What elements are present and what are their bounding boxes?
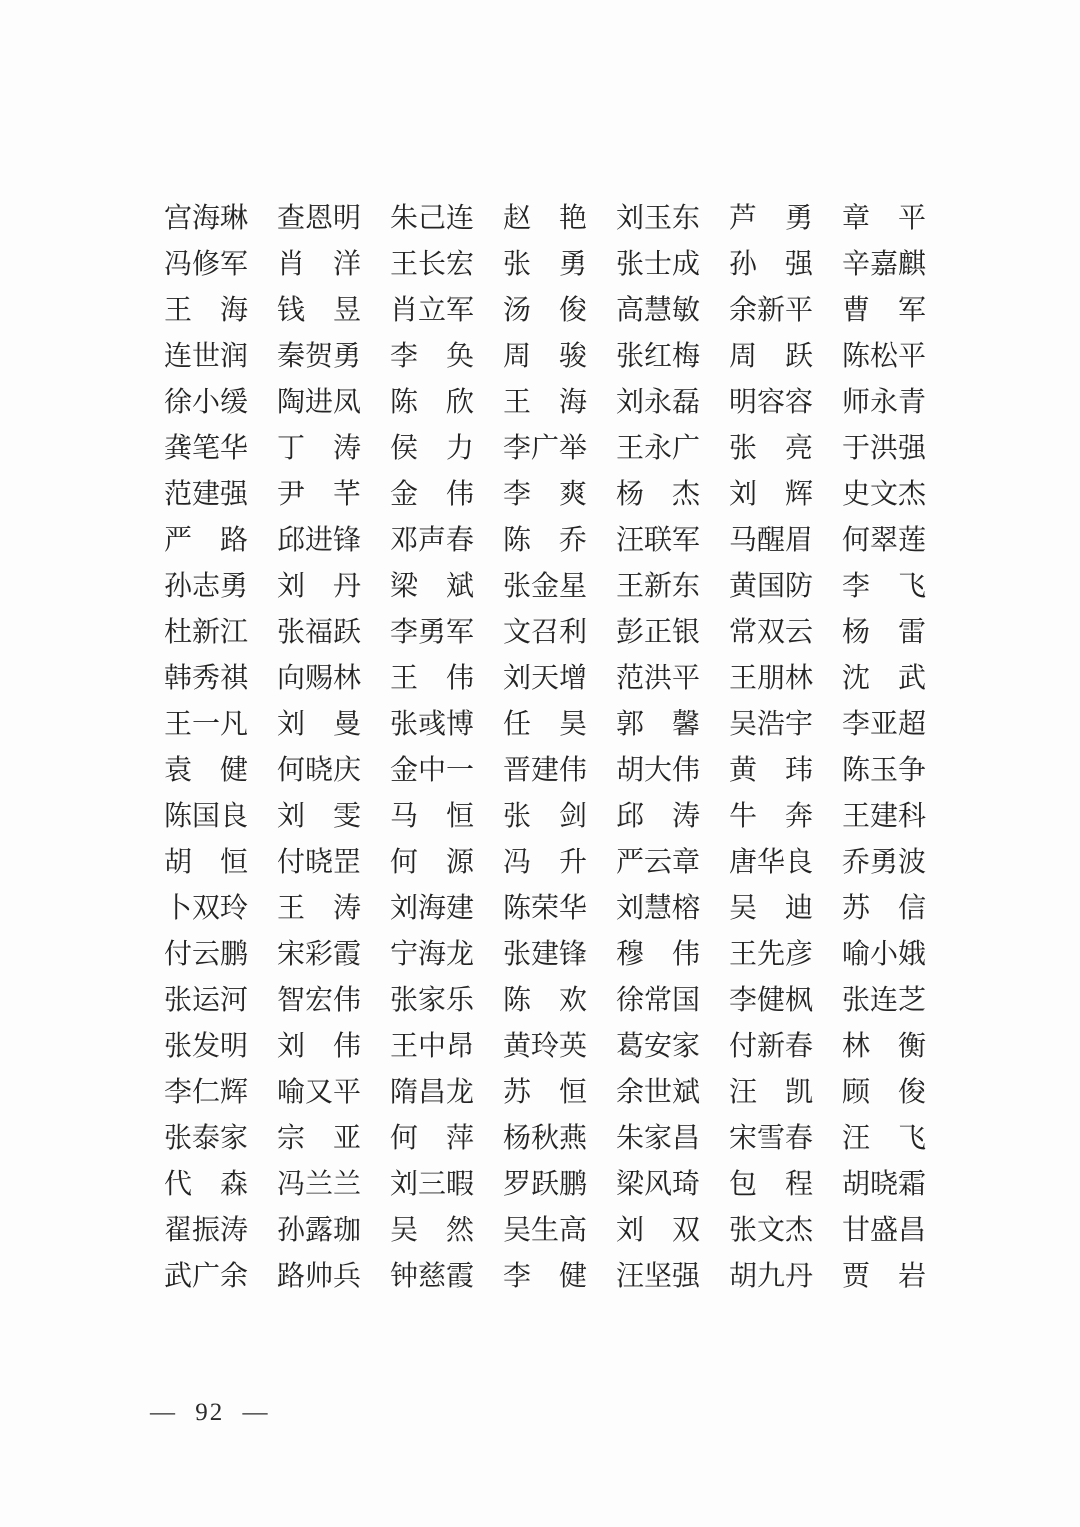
person-name: 刘 天 增 [503, 663, 588, 694]
person-name: 钟 慈 霞 [390, 1261, 475, 1292]
person-name: 李 健 枫 [729, 985, 814, 1016]
person-name: 张 泰 家 [164, 1123, 249, 1154]
person-name: 付 云 鹏 [164, 939, 249, 970]
person-name: 宋 雪 春 [729, 1123, 814, 1154]
person-name: 任 昊 [503, 709, 587, 740]
person-name: 吴 浩 宇 [729, 709, 814, 740]
name-roster [164, 196, 926, 1300]
person-name: 张 亮 [729, 433, 813, 464]
person-name: 文 召 利 [503, 617, 588, 648]
person-name: 徐 小 缓 [164, 387, 249, 418]
person-name: 刘 丹 [277, 571, 361, 602]
person-name: 付 晓 罡 [277, 847, 362, 878]
person-name: 龚 笔 华 [164, 433, 249, 464]
person-name: 苏 恒 [503, 1077, 587, 1108]
person-name: 郭 馨 [616, 709, 700, 740]
person-name: 翟 振 涛 [164, 1215, 249, 1246]
person-name: 黄 玮 [729, 755, 813, 786]
person-name: 路 帅 兵 [277, 1261, 362, 1292]
person-name: 宫 海 琳 [164, 203, 249, 234]
person-name: 严 云 章 [616, 847, 701, 878]
person-name: 张 勇 [503, 249, 587, 280]
person-name: 曹 军 [842, 295, 926, 326]
person-name: 周 跃 [729, 341, 813, 372]
person-name: 智 宏 伟 [277, 985, 362, 1016]
person-name: 汪 凯 [729, 1077, 813, 1108]
person-name: 吴 然 [390, 1215, 474, 1246]
person-name: 邱 进 锋 [277, 525, 362, 556]
person-name: 彭 正 银 [616, 617, 701, 648]
person-name: 李 仁 辉 [164, 1077, 249, 1108]
person-name: 李 奂 [390, 341, 474, 372]
person-name: 张 运 河 [164, 985, 249, 1016]
person-name: 李 飞 [842, 571, 926, 602]
person-name: 张 家 乐 [390, 985, 475, 1016]
person-name: 顾 俊 [842, 1077, 926, 1108]
person-name: 杨 雷 [842, 617, 926, 648]
person-name: 赵 艳 [503, 203, 587, 234]
person-name: 唐 华 良 [729, 847, 814, 878]
person-name: 陈 欢 [503, 985, 587, 1016]
person-name: 刘 辉 [729, 479, 813, 510]
person-name: 喻 小 娥 [842, 939, 927, 970]
person-name: 陈 乔 [503, 525, 587, 556]
person-name: 王 涛 [277, 893, 361, 924]
person-name: 马 醒 眉 [729, 525, 814, 556]
person-name: 张 福 跃 [277, 617, 362, 648]
person-name: 肖 立 军 [390, 295, 475, 326]
person-name: 金 伟 [390, 479, 474, 510]
person-name: 张 剑 [503, 801, 587, 832]
person-name: 李 勇 军 [390, 617, 475, 648]
person-name: 陶 进 凤 [277, 387, 362, 418]
person-name: 张 士 成 [616, 249, 701, 280]
person-name: 芦 勇 [729, 203, 813, 234]
person-name: 刘 玉 东 [616, 203, 701, 234]
person-name: 李 健 [503, 1261, 587, 1292]
person-name: 贾 岩 [842, 1261, 926, 1292]
person-name: 甘 盛 昌 [842, 1215, 927, 1246]
person-name: 黄 玲 英 [503, 1031, 588, 1062]
person-name: 章 平 [842, 203, 926, 234]
person-name: 范 建 强 [164, 479, 249, 510]
person-name: 丁 涛 [277, 433, 361, 464]
person-name: 陈 荣 华 [503, 893, 588, 924]
person-name: 冯 升 [503, 847, 587, 878]
person-name: 汪 坚 强 [616, 1261, 701, 1292]
person-name: 何 晓 庆 [277, 755, 362, 786]
person-name: 袁 健 [164, 755, 248, 786]
person-name: 汪 飞 [842, 1123, 926, 1154]
person-name: 张 发 明 [164, 1031, 249, 1062]
person-name: 汤 俊 [503, 295, 587, 326]
person-name: 王 中 昂 [390, 1031, 475, 1062]
person-name: 于 洪 强 [842, 433, 927, 464]
person-name: 严 路 [164, 525, 248, 556]
person-name: 陈 欣 [390, 387, 474, 418]
person-name: 乔 勇 波 [842, 847, 927, 878]
person-name: 牛 奔 [729, 801, 813, 832]
person-name: 王 海 [164, 295, 248, 326]
person-name: 张 金 星 [503, 571, 588, 602]
person-name: 查 恩 明 [277, 203, 362, 234]
person-name: 刘 慧 榕 [616, 893, 701, 924]
person-name: 辛 嘉 麒 [842, 249, 927, 280]
person-name: 胡 恒 [164, 847, 248, 878]
person-name: 吴 生 高 [503, 1215, 588, 1246]
person-name: 尹 芊 [277, 479, 361, 510]
person-name: 葛 安 家 [616, 1031, 701, 1062]
person-name: 穆 伟 [616, 939, 700, 970]
person-name: 冯 兰 兰 [277, 1169, 362, 1200]
person-name: 金 中 一 [390, 755, 475, 786]
person-name: 周 骏 [503, 341, 587, 372]
person-name: 杨 秋 燕 [503, 1123, 588, 1154]
person-name: 宁 海 龙 [390, 939, 475, 970]
person-name: 徐 常 国 [616, 985, 701, 1016]
person-name: 李 爽 [503, 479, 587, 510]
person-name: 高 慧 敏 [616, 295, 701, 326]
person-name: 张 连 芝 [842, 985, 927, 1016]
person-name: 李 亚 超 [842, 709, 927, 740]
person-name: 何 源 [390, 847, 474, 878]
person-name: 刘 双 [616, 1215, 700, 1246]
person-name: 冯 修 军 [164, 249, 249, 280]
person-name: 师 永 青 [842, 387, 927, 418]
person-name: 卜 双 玲 [164, 893, 249, 924]
person-name: 王 长 宏 [390, 249, 475, 280]
person-name: 何 翠 莲 [842, 525, 927, 556]
person-name: 连 世 润 [164, 341, 249, 372]
person-name: 汪 联 军 [616, 525, 701, 556]
person-name: 常 双 云 [729, 617, 814, 648]
person-name: 刘 海 建 [390, 893, 475, 924]
person-name: 罗 跃 鹏 [503, 1169, 588, 1200]
person-name: 李 广 举 [503, 433, 588, 464]
person-name: 王 朋 林 [729, 663, 814, 694]
person-name: 陈 国 良 [164, 801, 249, 832]
person-name: 孙 强 [729, 249, 813, 280]
person-name: 王 伟 [390, 663, 474, 694]
person-name: 孙 志 勇 [164, 571, 249, 602]
person-name: 刘 伟 [277, 1031, 361, 1062]
person-name: 王 新 东 [616, 571, 701, 602]
person-name: 陈 玉 争 [842, 755, 927, 786]
person-name: 王 永 广 [616, 433, 701, 464]
person-name: 黄 国 防 [729, 571, 814, 602]
person-name: 马 恒 [390, 801, 474, 832]
person-name: 范 洪 平 [616, 663, 701, 694]
person-name: 胡 大 伟 [616, 755, 701, 786]
person-name: 张 文 杰 [729, 1215, 814, 1246]
person-name: 胡 九 丹 [729, 1261, 814, 1292]
person-name: 付 新 春 [729, 1031, 814, 1062]
person-name: 刘 永 磊 [616, 387, 701, 418]
person-name: 朱 己 连 [390, 203, 475, 234]
person-name: 包 程 [729, 1169, 813, 1200]
person-name: 梁 风 琦 [616, 1169, 701, 1200]
person-name: 秦 贺 勇 [277, 341, 362, 372]
person-name: 宋 彩 霞 [277, 939, 362, 970]
person-name: 王 建 科 [842, 801, 927, 832]
person-name: 苏 信 [842, 893, 926, 924]
person-name: 邓 声 春 [390, 525, 475, 556]
person-name: 何 萍 [390, 1123, 474, 1154]
person-name: 钱 昱 [277, 295, 361, 326]
person-name: 肖 洋 [277, 249, 361, 280]
person-name: 杜 新 江 [164, 617, 249, 648]
person-name: 宗 亚 [277, 1123, 361, 1154]
person-name: 王 先 彦 [729, 939, 814, 970]
person-name: 代 森 [164, 1169, 248, 1200]
person-name: 张 彧 博 [390, 709, 475, 740]
person-name: 杨 杰 [616, 479, 700, 510]
person-name: 刘 雯 [277, 801, 361, 832]
person-name: 孙 露 珈 [277, 1215, 362, 1246]
person-name: 朱 家 昌 [616, 1123, 701, 1154]
person-name: 陈 松 平 [842, 341, 927, 372]
person-name: 喻 又 平 [277, 1077, 362, 1108]
person-name: 沈 武 [842, 663, 926, 694]
person-name: 刘 曼 [277, 709, 361, 740]
page-number-label: — 92 — [150, 1399, 270, 1426]
person-name: 隋 昌 龙 [390, 1077, 475, 1108]
person-name: 梁 斌 [390, 571, 474, 602]
person-name: 王 海 [503, 387, 587, 418]
person-name: 张 红 梅 [616, 341, 701, 372]
person-name: 史 文 杰 [842, 479, 927, 510]
person-name: 余 新 平 [729, 295, 814, 326]
person-name: 林 衡 [842, 1031, 926, 1062]
person-name: 晋 建 伟 [503, 755, 588, 786]
person-name: 吴 迪 [729, 893, 813, 924]
person-name: 向 赐 林 [277, 663, 362, 694]
person-name: 侯 力 [390, 433, 474, 464]
person-name: 刘 三 暇 [390, 1169, 475, 1200]
person-name: 余 世 斌 [616, 1077, 701, 1108]
person-name: 邱 涛 [616, 801, 700, 832]
person-name: 韩 秀 祺 [164, 663, 249, 694]
person-name: 胡 晓 霜 [842, 1169, 927, 1200]
person-name: 明 容 容 [729, 387, 814, 418]
person-name: 王 一 凡 [164, 709, 249, 740]
person-name: 武 广 余 [164, 1261, 249, 1292]
person-name: 张 建 锋 [503, 939, 588, 970]
